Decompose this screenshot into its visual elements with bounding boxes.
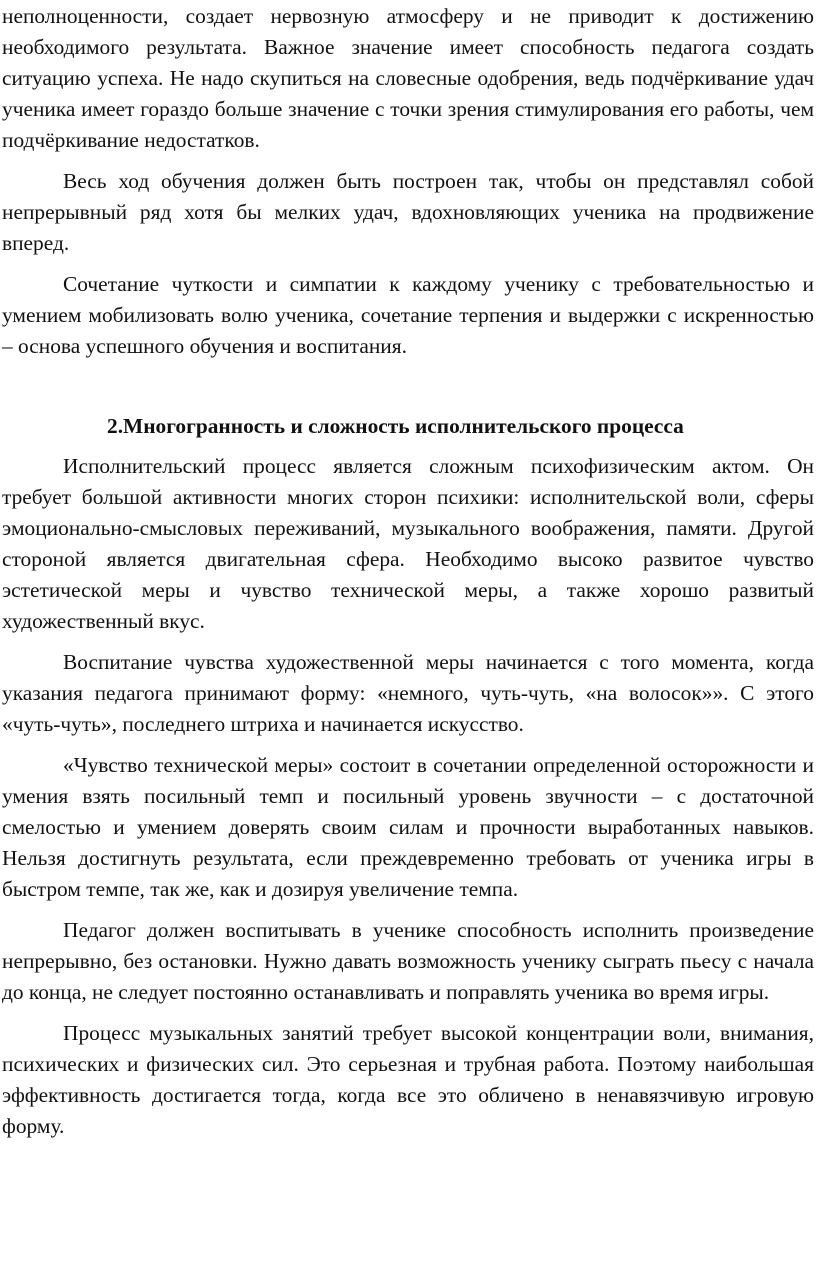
paragraph-technical-measure: «Чувство технической меры» состоит в сочетании определенной осторожности и умения взять посильный темп и посильный уровень звучности – с достаточной смелостью и умением доверять своим силам и прочности выработанных навыков. Нельзя достигнуть результата, если преждевременно требовать от ученика игры в быстром темпе, так же, как и дозируя увеличение темпа.	[2, 753, 814, 901]
paragraph-artistic-measure: Воспитание чувства художественной меры начинается с того момента, когда указания педагога принимают форму: «немного, чуть-чуть, «на волосок»». С этого «чуть-чуть», последнего штриха и начинается искусство.	[2, 650, 814, 736]
paragraph-continuous-play: Педагог должен воспитывать в ученике способность исполнить произведение непрерывно, без остановки. Нужно давать возможность ученику сыграть пьесу с начала до конца, не следует постоянно останавливать и поправлять ученика во время игры.	[2, 918, 814, 1004]
paragraph-performance-process: Исполнительский процесс является сложным психофизическим актом. Он требует большой активности многих сторон психики: исполнительской воли, сферы эмоционально-смысловых переживаний, музыкального воображения, памяти. Другой стороной является двигательная сфера. Необходимо высоко развитое чувство эстетической меры и чувство технической меры, а также хорошо развитый художественный вкус.	[2, 454, 814, 633]
paragraph-sensitivity: Сочетание чуткости и симпатии к каждому ученику с требовательностью и умением мобилизовать волю ученика, сочетание терпения и выдержки с искренностью – основа успешного обучения и воспитания.	[2, 272, 814, 358]
paragraph-concentration: Процесс музыкальных занятий требует высокой концентрации воли, внимания, психических и физических сил. Это серьезная и трубная работа. Поэтому наибольшая эффективность достигается тогда, когда все это обличено в ненавязчивую игровую форму.	[2, 1021, 814, 1138]
paragraph-success-series: Весь ход обучения должен быть построен так, чтобы он представлял собой непрерывный ряд хотя бы мелких удач, вдохновляющих ученика на продвижение вперед.	[2, 169, 814, 255]
paragraph-continuation: неполноценности, создает нервозную атмосферу и не приводит к достижению необходимого результата. Важное значение имеет способность педагога создать ситуацию успеха. Не надо скупиться на словесные одобрения, ведь подчёркивание удач ученика имеет гораздо больше значение с точки зрения стимулирования его работы, чем подчёркивание недостатков.	[2, 4, 814, 152]
section-heading: 2.Многогранность и сложность исполнительского процесса	[107, 414, 684, 438]
